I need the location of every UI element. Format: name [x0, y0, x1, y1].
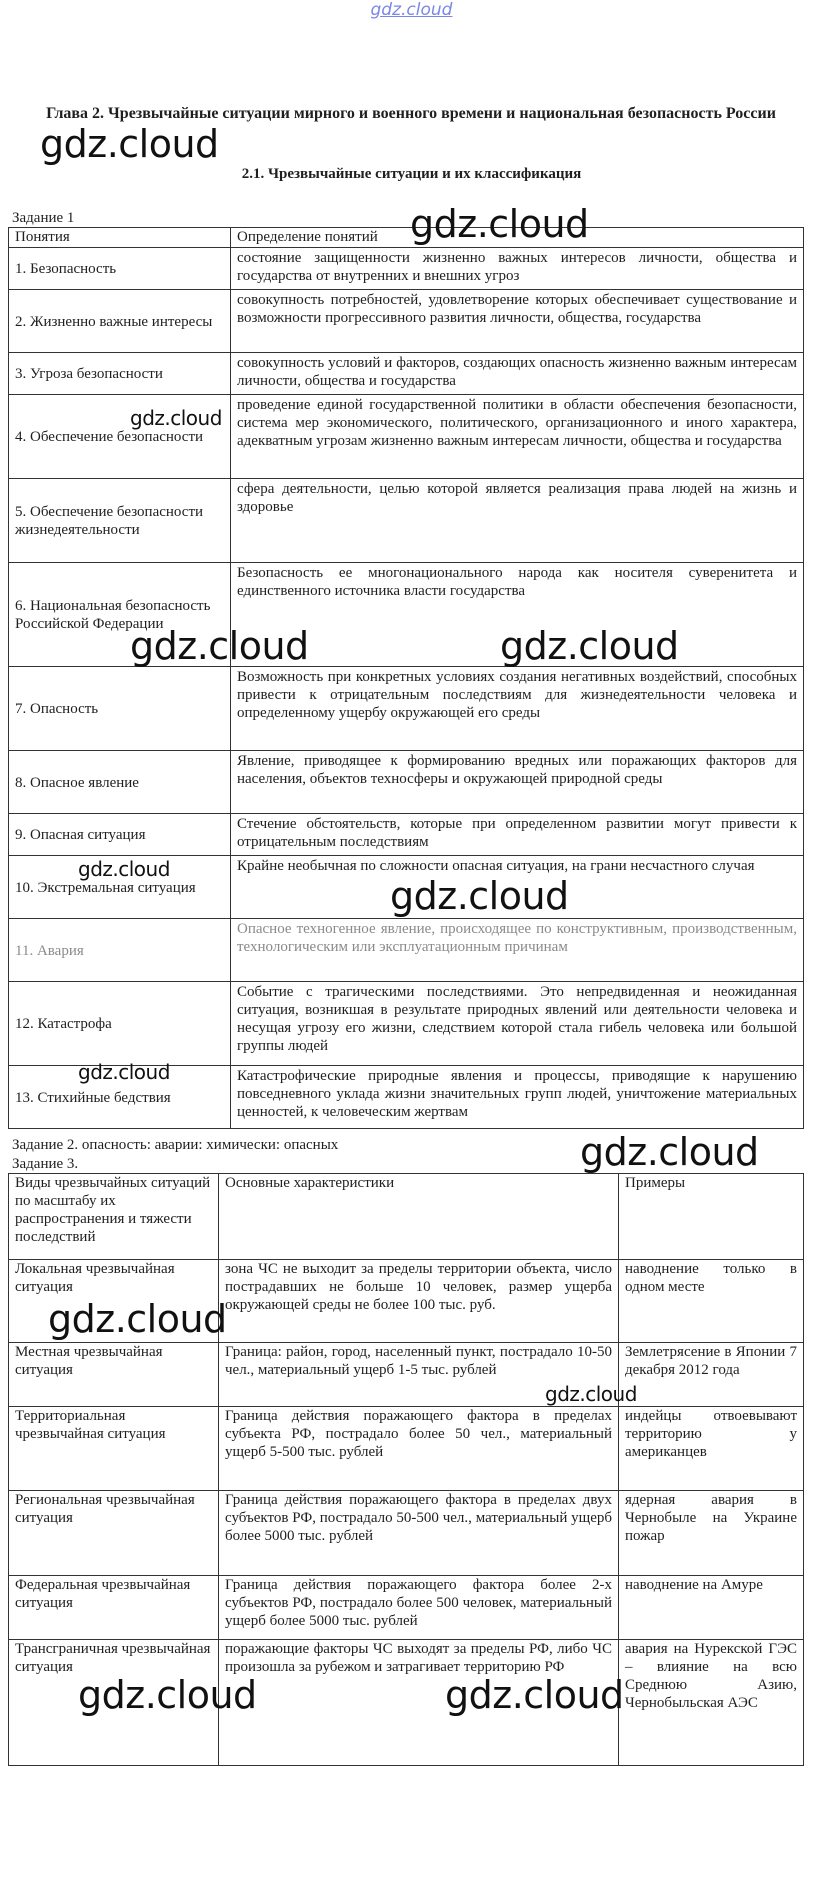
header-types: Виды чрезвычайных ситуаций по масштабу их распространения и тяжести последствий: [9, 1174, 219, 1260]
table-row: [9, 290, 804, 353]
type-cell: Федеральная чрезвычайная ситуация: [9, 1576, 219, 1640]
definition-cell: сфера деятельности, целью которой является реализация права людей на жизнь и здоровье: [231, 479, 804, 563]
concept-cell: 5. Обеспечение безопасности жизнедеятельности: [9, 479, 231, 563]
watermark: gdz.cloud: [410, 202, 589, 246]
type-cell: Местная чрезвычайная ситуация: [9, 1343, 219, 1407]
concept-cell: 7. Опасность: [9, 667, 231, 751]
task3-label: Задание 3.: [12, 1156, 79, 1172]
concept-cell: 3. Угроза безопасности: [9, 353, 231, 395]
concept-cell: 13. Стихийные бедствия: [9, 1066, 231, 1129]
chapter-title: Глава 2. Чрезвычайные ситуации мирного и военного времени и национальная безопасность России: [46, 105, 776, 122]
top-logo: gdz.cloud: [370, 0, 453, 20]
type-cell: Региональная чрезвычайная ситуация: [9, 1491, 219, 1576]
watermark: gdz.cloud: [130, 624, 309, 668]
header-concepts: Понятия: [9, 228, 231, 248]
header-examples: Примеры: [619, 1174, 804, 1260]
task2-text: Задание 2. опасность: аварии: химически: опасных: [12, 1137, 339, 1153]
concept-cell: 12. Катастрофа: [9, 982, 231, 1066]
watermark: gdz.cloud: [40, 122, 219, 166]
concept-cell: 2. Жизненно важные интересы: [9, 290, 231, 353]
characteristics-cell: Граница: район, город, населенный пункт, пострадало 10-50 чел., материальный ущерб 1-5 тыс. рублей: [219, 1343, 619, 1407]
task1-label: Задание 1: [12, 210, 75, 226]
table-row: [9, 982, 804, 1066]
section-title: 2.1. Чрезвычайные ситуации и их классификация: [241, 166, 582, 182]
concept-cell: 11. Авария: [9, 919, 231, 982]
table-row: [9, 1576, 804, 1640]
table-header-row: [9, 1174, 804, 1260]
concept-cell: 8. Опасное явление: [9, 751, 231, 814]
watermark: gdz.cloud: [545, 1382, 637, 1406]
definition-cell: проведение единой государственной политики в области обеспечения безопасности, система мер экономического, политического, организационного и иного характера, адекватным угрозам жизненно важным интересам личности, общества и государства: [231, 395, 804, 479]
table-row: [9, 248, 804, 290]
table-row: [9, 1066, 804, 1129]
watermark: gdz.cloud: [48, 1297, 227, 1341]
characteristics-cell: зона ЧС не выходит за пределы территории объекта, число пострадавших не больше 10 человек, размер ущерба окружающей среды не более 100 тыс. руб.: [219, 1260, 619, 1343]
examples-cell: наводнение только в одном месте: [619, 1260, 804, 1343]
header-definitions: Определение понятий: [231, 228, 804, 248]
definition-cell: состояние защищенности жизненно важных интересов личности, общества и государства от внутренних и внешних угроз: [231, 248, 804, 290]
watermark: gdz.cloud: [78, 1060, 170, 1084]
examples-cell: Землетрясение в Японии 7 декабря 2012 года: [619, 1343, 804, 1407]
table-row: [9, 667, 804, 751]
emergency-types-table: [8, 1173, 804, 1766]
definition-cell: Крайне необычная по сложности опасная ситуация, на грани несчастного случая: [231, 856, 804, 919]
watermark: gdz.cloud: [580, 1130, 759, 1174]
table-row: [9, 1407, 804, 1491]
header-characteristics: Основные характеристики: [219, 1174, 619, 1260]
definition-cell: Катастрофические природные явления и процессы, приводящие к нарушению повседневного уклада жизни значительных групп людей, уничтожение материальных ценностей, к человеческим жертвам: [231, 1066, 804, 1129]
watermark: gdz.cloud: [445, 1673, 624, 1717]
examples-cell: индейцы отвоевывают территорию у американцев: [619, 1407, 804, 1491]
characteristics-cell: Граница действия поражающего фактора более 2-х субъектов РФ, пострадало более 500 человек, материальный ущерб более 5000 тыс. рублей: [219, 1576, 619, 1640]
watermark: gdz.cloud: [130, 406, 222, 430]
examples-cell: авария на Нурекской ГЭС – влияние на всю Среднюю Азию, Чернобыльская АЭС: [619, 1640, 804, 1766]
concept-cell: 6. Национальная безопасность Российской Федерации: [9, 563, 231, 667]
type-cell: Локальная чрезвычайная ситуация: [9, 1260, 219, 1343]
table-row: [9, 1343, 804, 1407]
characteristics-cell: поражающие факторы ЧС выходят за пределы РФ, либо ЧС произошла за рубежом и затрагивает территорию РФ: [219, 1640, 619, 1766]
concepts-table: [8, 227, 804, 1129]
table-row: [9, 1640, 804, 1766]
definition-cell: Стечение обстоятельств, которые при определенном развитии могут привести к отрицательным последствиям: [231, 814, 804, 856]
table-header-row: [9, 228, 804, 248]
characteristics-cell: Граница действия поражающего фактора в пределах субъекта РФ, пострадало более 50 чел., материальный ущерб 5-500 тыс. рублей: [219, 1407, 619, 1491]
watermark: gdz.cloud: [78, 857, 170, 881]
watermark: gdz.cloud: [390, 874, 569, 918]
type-cell: Территориальная чрезвычайная ситуация: [9, 1407, 219, 1491]
table-row: [9, 1260, 804, 1343]
table-row: [9, 1491, 804, 1576]
table-row: [9, 563, 804, 667]
examples-cell: наводнение на Амуре: [619, 1576, 804, 1640]
table-row: [9, 751, 804, 814]
table-row: [9, 919, 804, 982]
table-row: [9, 395, 804, 479]
concept-cell: 9. Опасная ситуация: [9, 814, 231, 856]
characteristics-cell: Граница действия поражающего фактора в пределах двух субъектов РФ, пострадало 50-500 чел., материальный ущерб более 5000 тыс. рублей: [219, 1491, 619, 1576]
definition-cell: Возможность при конкретных условиях создания негативных воздействий, способных привести к отрицательным последствиям для жизнедеятельности человека и определенному ущербу окружающей его среды: [231, 667, 804, 751]
concept-cell: 10. Экстремальная ситуация: [9, 856, 231, 919]
type-cell: Трансграничная чрезвычайная ситуация: [9, 1640, 219, 1766]
definition-cell: совокупность условий и факторов, создающих опасность жизненно важным интересам личности, общества и государства: [231, 353, 804, 395]
definition-cell: Явление, приводящее к формированию вредных или поражающих факторов для населения, объектов техносферы и окружающей природной среды: [231, 751, 804, 814]
table-row: [9, 479, 804, 563]
table-row: [9, 856, 804, 919]
watermark: gdz.cloud: [500, 624, 679, 668]
table-row: [9, 814, 804, 856]
watermark: gdz.cloud: [78, 1673, 257, 1717]
definition-cell: совокупность потребностей, удовлетворение которых обеспечивает существование и возможности прогрессивного развития личности, общества, государства: [231, 290, 804, 353]
concept-cell: 4. Обеспечение безопасности: [9, 395, 231, 479]
examples-cell: ядерная авария в Чернобыле на Украине пожар: [619, 1491, 804, 1576]
table-row: [9, 353, 804, 395]
definition-cell: Безопасность ее многонационального народа как носителя суверенитета и единственного источника власти государства: [231, 563, 804, 667]
definition-cell: Опасное техногенное явление, происходящее по конструктивным, производственным, технологическим или эксплуатационным причинам: [231, 919, 804, 982]
definition-cell: Событие с трагическими последствиями. Это непредвиденная и неожиданная ситуация, возникшая в результате природных явлений или деятельности человека и несущая угрозу его жизни, следствием которой стала гибель человека или большой группы людей: [231, 982, 804, 1066]
concept-cell: 1. Безопасность: [9, 248, 231, 290]
